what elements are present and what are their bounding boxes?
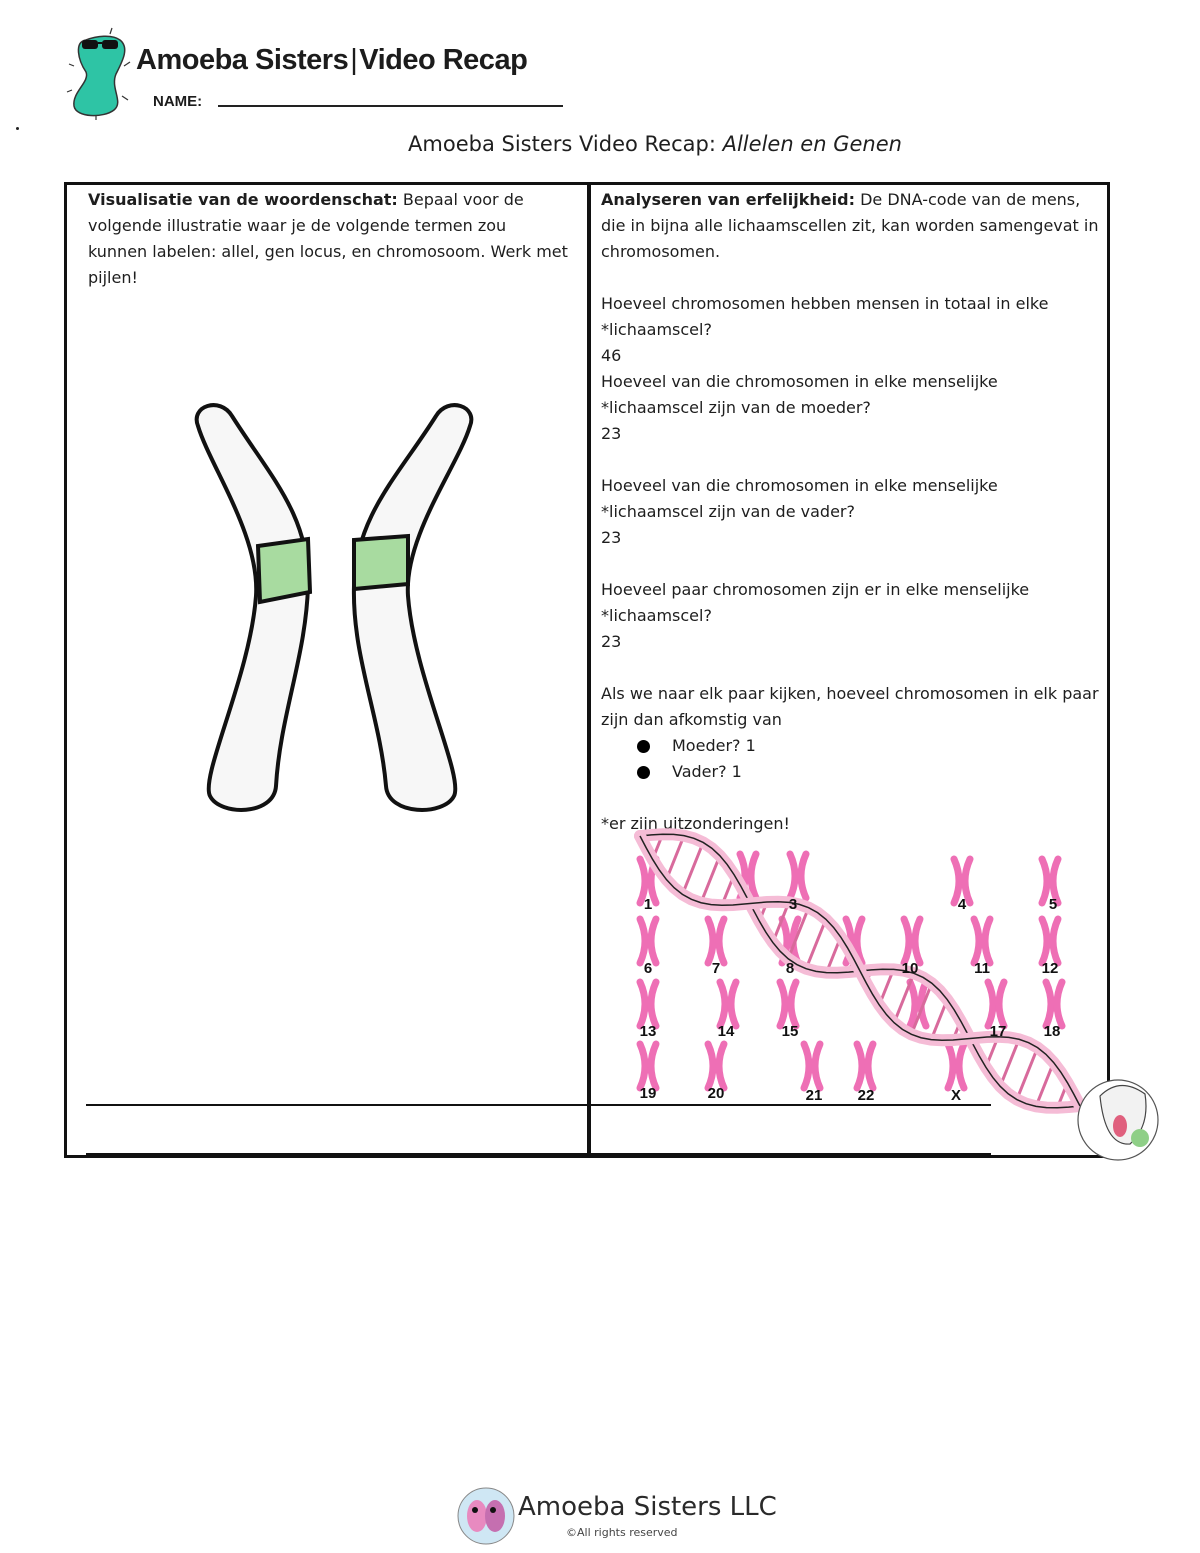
chromosome-pair-icon <box>790 854 806 898</box>
karyotype-label: 20 <box>707 1085 725 1102</box>
footer-brand: Amoeba Sisters LLC <box>518 1492 777 1522</box>
question-4: Hoeveel paar chromosomen zijn er in elke menselijke *lichaamscel? <box>601 580 1030 625</box>
karyotype-label: 15 <box>781 1023 799 1040</box>
karyotype-label: 5 <box>1048 896 1058 913</box>
karyotype-label: 4 <box>957 896 967 913</box>
exceptions-note: *er zijn uitzonderingen! <box>601 814 790 833</box>
stray-mark <box>16 127 19 130</box>
bullet-father-text: Vader? 1 <box>672 762 742 781</box>
amoeba-mascot-logo <box>66 26 138 120</box>
homologous-chromosome-illustration <box>180 396 490 816</box>
karyotype-label: 6 <box>643 960 653 977</box>
brand-separator: | <box>350 44 358 76</box>
column-divider <box>587 182 591 1158</box>
chromosome-pair-icon <box>857 1044 873 1088</box>
brand-left: Amoeba Sisters <box>136 44 349 76</box>
karyotype-label: 3 <box>788 896 798 913</box>
right-intro: De DNA-code van de mens, die in bijna alle lichaamscellen zit, kan worden samengevat in chromosomen. <box>601 190 1099 261</box>
left-instructions: Bepaal voor de volgende illustratie waar je de volgende termen zou kunnen labelen: allel, gen locus, en chromosoom. Werk met pijlen! <box>88 190 568 287</box>
chromosome-pair-icon <box>948 1044 964 1088</box>
brand-title <box>136 44 527 77</box>
karyotype-label: 19 <box>639 1085 657 1102</box>
answer-4: 23 <box>601 632 622 651</box>
chromosome-pair-icon <box>708 1044 724 1088</box>
right-heading: Analyseren van erfelijkheid: <box>601 190 855 209</box>
right-chromosome <box>354 405 471 810</box>
chromosome-pair-icon <box>804 1044 820 1088</box>
bullet-icon <box>637 766 650 779</box>
bullet-mother-text: Moeder? 1 <box>672 736 756 755</box>
karyotype-label: 7 <box>711 960 721 977</box>
answer-1: 46 <box>601 346 622 365</box>
chromosome-pair-icon <box>988 982 1004 1026</box>
bullet-mother <box>601 733 1101 759</box>
chromosome-pair-icon <box>904 919 920 963</box>
name-label: NAME: <box>153 93 203 110</box>
amoeba-sisters-footer-logo <box>455 1486 517 1546</box>
page-title <box>0 132 1200 156</box>
gene-locus-right <box>354 536 408 589</box>
chromosome-pair-icon <box>1046 982 1062 1026</box>
karyotype-label: 22 <box>857 1087 875 1104</box>
karyotype-label: 11 <box>974 960 990 977</box>
chromosome-pair-icon <box>640 1044 656 1088</box>
chromosome-pair-icon <box>640 982 656 1026</box>
karyotype-dna-illustration <box>600 826 1160 1166</box>
right-cell-text <box>601 187 1101 837</box>
chromosome-pair-icon <box>974 919 990 963</box>
question-5: Als we naar elk paar kijken, hoeveel chromosomen in elk paar zijn dan afkomstig van <box>601 684 1099 729</box>
chromosome-pair-icon <box>1042 919 1058 963</box>
chromosome-pair-icon <box>640 919 656 963</box>
name-field-line[interactable] <box>218 105 563 107</box>
karyotype-label: 14 <box>717 1023 735 1040</box>
karyotype-label: 21 <box>805 1087 823 1104</box>
title-topic: Allelen en Genen <box>722 132 902 156</box>
question-1: Hoeveel chromosomen hebben mensen in totaal in elke *lichaamscel? <box>601 294 1049 339</box>
answer-3: 23 <box>601 528 622 547</box>
footer-rights: ©All rights reserved <box>566 1526 678 1539</box>
question-3: Hoeveel van die chromosomen in elke menselijke *lichaamscel zijn van de vader? <box>601 476 998 521</box>
bullet-father <box>601 759 1101 785</box>
answer-2: 23 <box>601 424 622 443</box>
left-cell-text <box>88 187 568 291</box>
chromosome-pair-icon <box>780 982 796 1026</box>
left-heading: Visualisatie van de woordenschat: <box>88 190 398 209</box>
chromosome-pair-icon <box>708 919 724 963</box>
bullet-icon <box>637 740 650 753</box>
karyotype-label: X <box>950 1087 962 1104</box>
left-chromosome <box>197 405 308 810</box>
karyotype-label: 17 <box>989 1023 1007 1040</box>
mascot-corner-icon <box>1078 1080 1158 1160</box>
chromosome-pair-icon <box>720 982 736 1026</box>
brand-right: Video Recap <box>359 44 528 76</box>
gene-locus-left <box>258 539 310 602</box>
question-2: Hoeveel van die chromosomen in elke menselijke *lichaamscel zijn van de moeder? <box>601 372 998 417</box>
karyotype-label: 18 <box>1043 1023 1061 1040</box>
karyotype-label: 8 <box>785 960 795 977</box>
karyotype-label: 13 <box>639 1023 657 1040</box>
title-prefix: Amoeba Sisters Video Recap: <box>408 132 723 156</box>
karyotype-label: 10 <box>901 960 919 977</box>
karyotype-label: 12 <box>1041 960 1059 977</box>
karyotype-label: 1 <box>643 896 653 913</box>
